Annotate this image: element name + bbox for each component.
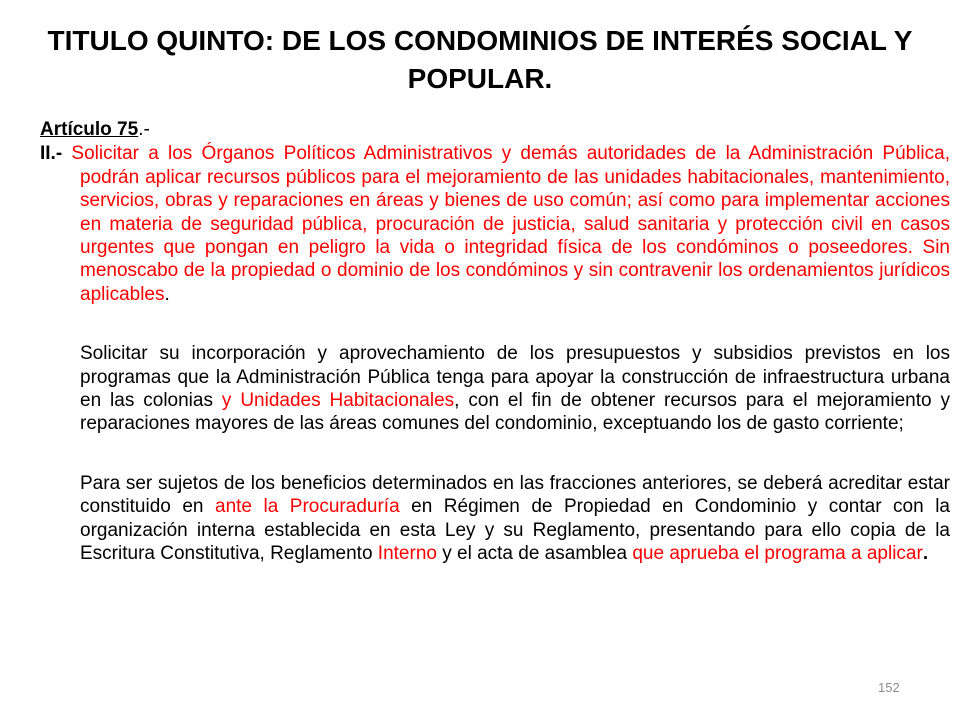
document-body <box>40 118 950 566</box>
paragraph2-amended-text: y Unidades Habitacionales <box>221 390 455 412</box>
article-heading-suffix: .- <box>138 119 150 140</box>
page-title: TITULO QUINTO: DE LOS CONDOMINIOS DE INTERÉS SOCIAL Y POPULAR. <box>47 25 913 94</box>
article-number: Artículo 75 <box>40 119 139 140</box>
paragraph2-text-before: Solicitar su incorporación y aprovechamiento de los presupuestos y subsidios previstos en los programas que la Administración Pública tenga para apoyar la construcción de infraestructura urbana en las colonias <box>80 343 950 412</box>
paragraph3-text-middle-2: y el acta de asamblea <box>442 543 628 565</box>
paragraph1-end: . <box>164 283 170 305</box>
paragraph-3 <box>40 472 950 566</box>
paragraph3-amended-text-1: ante la Procuraduría <box>215 496 400 518</box>
paragraph3-amended-text-3: que aprueba el programa a aplicar <box>632 543 923 565</box>
paragraph3-text-middle-1: en Régimen de Propiedad en Condominio y contar con la organización interna establecida en esta Ley y su Reglamento, presentando para ello copia de la Escritura Constitutiva, Reglamento <box>80 496 950 565</box>
paragraph3-text-before: Para ser sujetos de los beneficios determinados en las fracciones anteriores, se deberá acreditar estar constituido en <box>80 472 950 518</box>
paragraph3-amended-text-2: Interno <box>377 543 437 565</box>
paragraph3-end: . <box>922 543 929 565</box>
paragraph-2 <box>40 342 950 436</box>
fraction-label: II.- <box>40 143 63 165</box>
page-number: 152 <box>878 680 900 695</box>
paragraph-spacer <box>40 436 950 472</box>
paragraph-spacer <box>40 306 950 342</box>
paragraph-fraction-ii <box>40 142 950 306</box>
article-heading <box>40 118 950 141</box>
paragraph1-amended-text: Solicitar a los Órganos Políticos Administrativos y demás autoridades de la Administración Pública, podrán aplicar recursos públicos para el mejoramiento de las unidades habitacionales, mantenimiento, servicios, obras y reparaciones en áreas y bienes de uso común; así como para implementar acciones en materia de seguridad pública, procuración de justicia, salud sanitaria y protección civil en casos urgentes que pongan en peligro la vida o integridad física de los condóminos o poseedores. Sin menoscabo de la propiedad o dominio de los condóminos y sin contravenir los ordenamientos jurídicos aplicables <box>71 143 950 305</box>
paragraph2-text-after: , con el fin de obtener recursos para el mejoramiento y reparaciones mayores de las áreas comunes del condominio, exceptuando los de gasto corriente; <box>80 390 951 435</box>
